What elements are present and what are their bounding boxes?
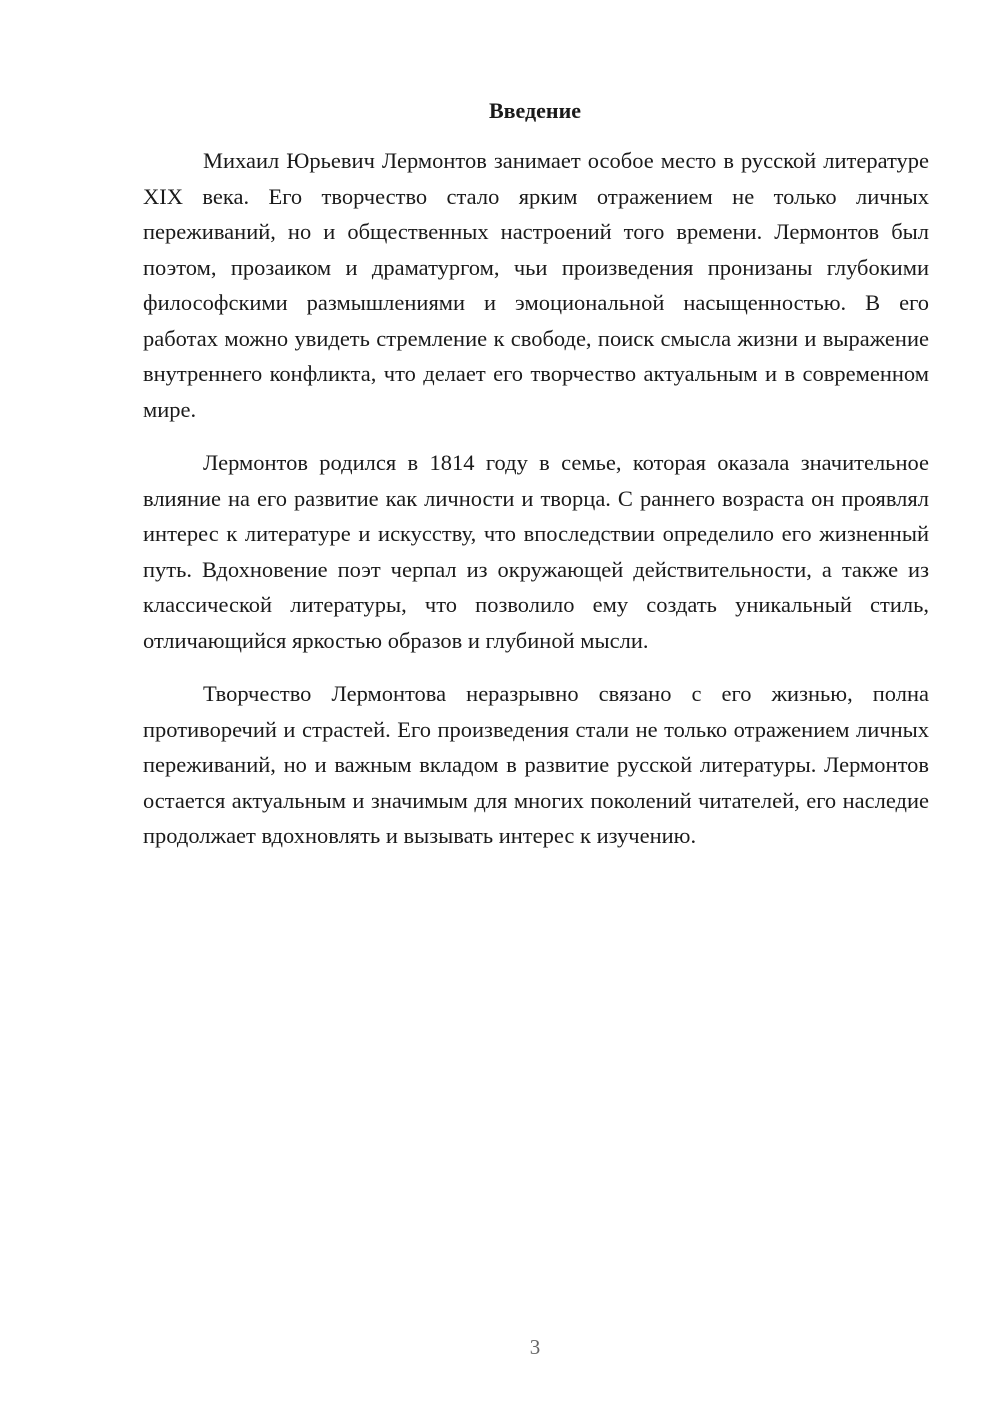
paragraph-2: Лермонтов родился в 1814 году в семье, которая оказала значительное влияние на его развитие как личности и творца. С раннего возраста он проявлял интерес к литературе и искусству, что впоследствии определило его жизненный путь. Вдохновение поэт черпал из окружающей действительности, а также из классической литературы, что позволило ему создать уникальный стиль, отличающийся яркостью образов и глубиной мысли. bbox=[143, 450, 929, 653]
section-heading: Введение bbox=[488, 98, 582, 123]
paragraph-3: Творчество Лермонтова неразрывно связано с его жизнью, полна противоречий и страстей. Его произведения стали не только отражением личных переживаний, но и важным вкладом в развитие русской литературы. Лермонтов остается актуальным и значимым для многих поколений читателей, его наследие продолжает вдохновлять и вызывать интерес к изучению. bbox=[143, 681, 929, 848]
page-number: 3 bbox=[529, 1335, 541, 1359]
body-text bbox=[143, 143, 929, 872]
paragraph-1: Михаил Юрьевич Лермонтов занимает особое место в русской литературе XIX века. Его творчество стало ярким отражением не только личных переживаний, но и общественных настроений того времени. Лермонтов был поэтом, прозаиком и драматургом, чьи произведения пронизаны глубокими философскими размышлениями и эмоциональной насыщенностью. В его работах можно увидеть стремление к свободе, поиск смысла жизни и выражение внутреннего конфликта, что делает его творчество актуальным и в современном мире. bbox=[143, 148, 929, 422]
